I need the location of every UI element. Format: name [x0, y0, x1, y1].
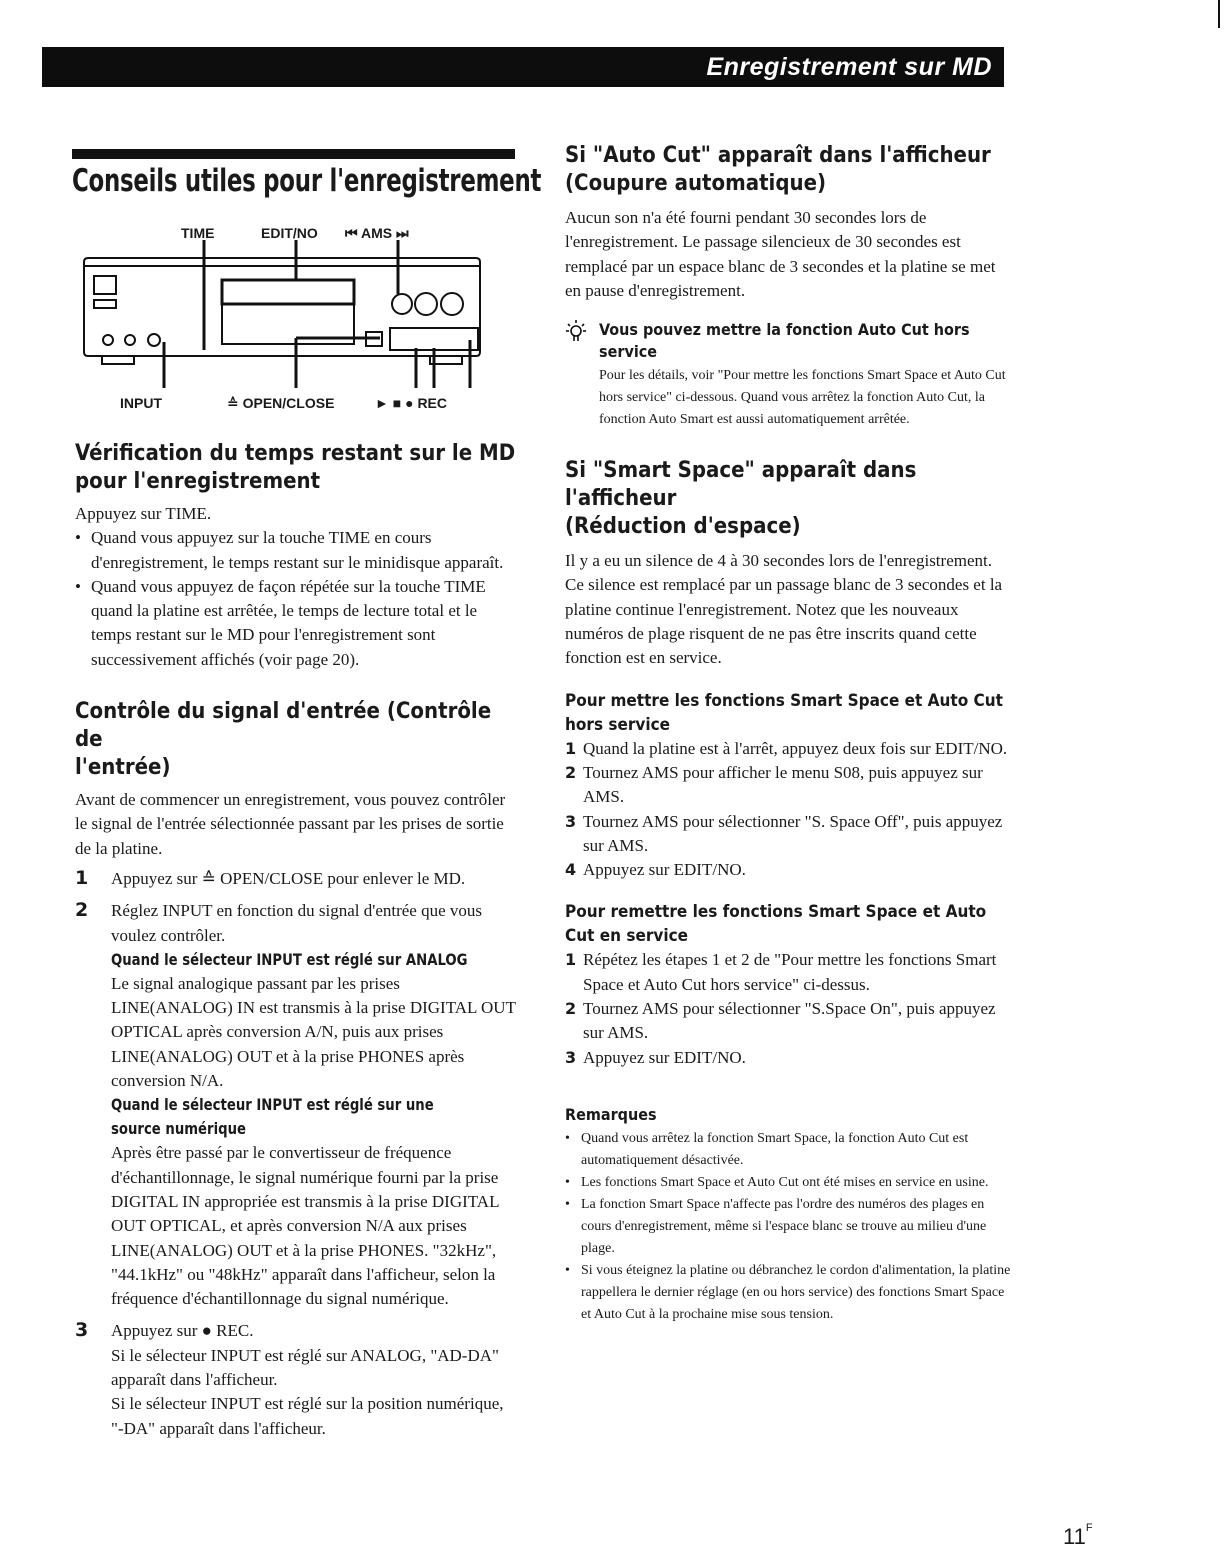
- step-number: 1: [75, 866, 89, 889]
- section-title-remaining-time: [75, 440, 520, 496]
- step-subheading: Quand le sélecteur INPUT est réglé sur une: [111, 1095, 434, 1115]
- list-item-text: Tournez AMS pour sélectionner "S. Space Off", puis appuyez sur AMS.: [583, 811, 1003, 855]
- section-title-smart-space: [565, 457, 1015, 541]
- label-openclose: ≙ OPEN/CLOSE: [227, 395, 335, 411]
- section-auto-cut: [565, 142, 1015, 431]
- step-3: [75, 1319, 520, 1440]
- tip-box: [565, 319, 1015, 431]
- page-title: Conseils utiles pour l'enregistrement: [72, 163, 542, 199]
- label-transport: ► ■ ● REC: [375, 395, 447, 411]
- note-item: • Si vous éteignez la platine ou débranchez le cordon d'alimentation, la platine rappellera le dernier réglage (en ou hors service) des fonctions Smart Space et Auto Cut à la prochaine mise sous tension.: [565, 1260, 1015, 1326]
- step-text: Appuyez sur ● REC.: [111, 1321, 254, 1341]
- list-item-text: Répétez les étapes 1 et 2 de "Pour mettre les fonctions Smart Space et Auto Cut hors service" ci-dessus.: [583, 950, 997, 994]
- label-editno: EDIT/NO: [261, 225, 318, 241]
- paragraph: Appuyez sur TIME.: [75, 504, 212, 523]
- list-item-text: Appuyez sur EDIT/NO.: [583, 1047, 746, 1067]
- step-number: 3: [75, 1319, 89, 1342]
- paragraph: Aucun son n'a été fourni pendant 30 secondes lors de l'enregistrement. Le passage silencieux de 30 secondes est remplacé par un espace blanc de 3 secondes et la platine se met en pause d'enregistrement.: [565, 208, 996, 300]
- section-title-line: Si "Smart Space" apparaît dans l'afficheur: [565, 458, 917, 512]
- numbered-list: [565, 948, 1015, 1069]
- left-column: [75, 440, 520, 1441]
- section-turn-on: [565, 900, 1015, 1069]
- list-item: 1 Répétez les étapes 1 et 2 de "Pour mettre les fonctions Smart Space et Auto Cut hors service" ci-dessus.: [565, 950, 997, 994]
- list-item: 1 Quand la platine est à l'arrêt, appuyez deux fois sur EDIT/NO.: [565, 738, 1008, 758]
- title-rule: [72, 149, 515, 159]
- section-title-input-monitor: [75, 698, 520, 782]
- step-1: [75, 867, 520, 891]
- list-item: • Quand vous appuyez de façon répétée sur la touche TIME quand la platine est arrêtée, le temps de lecture total et le temps restant sur le MD pour l'enregistrement sont successivement affichés (voir page 20).: [75, 575, 520, 672]
- section-title-auto-cut: [565, 142, 1015, 198]
- label-input: INPUT: [120, 395, 162, 411]
- step-text: Appuyez sur ≙ OPEN/CLOSE pour enlever le MD.: [111, 868, 466, 888]
- list-item: 4 Appuyez sur EDIT/NO.: [565, 860, 746, 880]
- step-number: 2: [75, 899, 89, 922]
- section-title-line: l'entrée): [75, 755, 171, 781]
- list-item: 2 Tournez AMS pour sélectionner "S.Space On", puis appuyez sur AMS.: [565, 999, 996, 1043]
- list-item: • Quand vous appuyez sur la touche TIME en cours d'enregistrement, le temps restant sur le minidisque apparaît.: [75, 526, 520, 575]
- subsection-title: Pour mettre les fonctions Smart Space et Auto Cut hors service: [565, 690, 1003, 735]
- list-item: 3 Tournez AMS pour sélectionner "S. Space Off", puis appuyez sur AMS.: [565, 811, 1003, 855]
- paragraph: Avant de commencer un enregistrement, vous pouvez contrôler le signal de l'entrée sélectionnée passant par les prises de sortie de la platine.: [75, 790, 506, 858]
- step-paragraph: Si le sélecteur INPUT est réglé sur ANALOG, "AD-DA" apparaît dans l'afficheur.: [111, 1345, 499, 1390]
- list-item-text: Quand la platine est à l'arrêt, appuyez deux fois sur EDIT/NO.: [583, 738, 1008, 758]
- label-time: TIME: [181, 225, 215, 241]
- section-smart-space: [565, 457, 1015, 670]
- step-paragraph: Le signal analogique passant par les prises LINE(ANALOG) IN est transmis à la prise DIGITAL OUT OPTICAL après conversion A/N, puis aux prises LINE(ANALOG) OUT et à la prise PHONES après conversion N/A.: [111, 973, 516, 1091]
- page-number: [1063, 1524, 1093, 1550]
- step-paragraph: Si le sélecteur INPUT est réglé sur la position numérique, "-DA" apparaît dans l'afficheur.: [111, 1394, 504, 1438]
- step-subheading: Quand le sélecteur INPUT est réglé sur ANALOG: [111, 949, 468, 969]
- section-title-line: Contrôle du signal d'entrée (Contrôle de: [75, 699, 492, 753]
- section-title-line: pour l'enregistrement: [75, 469, 321, 494]
- numbered-list: [565, 737, 1015, 883]
- paragraph: Il y a eu un silence de 4 à 30 secondes lors de l'enregistrement. Ce silence est remplacé par un passage blanc de 3 secondes et la platine continue l'enregistrement. Notez que les nouveaux numéros de plage risquent de ne pas être inscrits quand cette fonction est en service.: [565, 551, 1003, 668]
- section-title-line: Si "Auto Cut" apparaît dans l'afficheur: [565, 143, 991, 168]
- note-item: • La fonction Smart Space n'affecte pas l'ordre des numéros des plages en cours d'enregistrement, même si l'espace blanc se trouve au milieu d'une plage.: [565, 1194, 1015, 1260]
- section-title: Enregistrement sur MD: [706, 53, 992, 81]
- list-item: 2 Tournez AMS pour afficher le menu S08, puis appuyez sur AMS.: [565, 762, 983, 807]
- section-header-bar: [42, 47, 1004, 87]
- right-column: [565, 142, 1015, 1326]
- label-ams: ⏮ AMS ⏭: [345, 225, 409, 241]
- md-deck-illustration: [80, 240, 500, 388]
- notes-list: [565, 1128, 1015, 1326]
- section-title-line: (Réduction d'espace): [565, 514, 801, 540]
- tip-title: Vous pouvez mettre la fonction Auto Cut hors service: [599, 320, 970, 362]
- section-turn-off: [565, 689, 1015, 883]
- section-title-line: Vérification du temps restant sur le MD: [75, 441, 516, 466]
- lightbulb-icon: [565, 319, 587, 350]
- section-title-line: (Coupure automatique): [565, 171, 827, 196]
- list-item: 3 Appuyez sur EDIT/NO.: [565, 1047, 746, 1067]
- tip-body: Pour les détails, voir "Pour mettre les fonctions Smart Space et Auto Cut hors service" ci-dessous. Quand vous arrêtez la fonction Auto Cut, la fonction Auto Smart est aussi automatiquement arrêtée.: [599, 368, 1006, 428]
- step-paragraph: Après être passé par le convertisseur de fréquence d'échantillonnage, le signal numérique fourni par la prise DIGITAL IN appropriée est transmis à la prise DIGITAL OUT OPTICAL, et après conversion N/A aux prises LINE(ANALOG) OUT et à la prise PHONES. "32kHz", "44.1kHz" ou "48kHz" apparaît dans l'afficheur, selon la fréquence d'échantillonnage du signal numérique.: [111, 1143, 499, 1309]
- subsection-title: Pour remettre les fonctions Smart Space et Auto Cut en service: [565, 902, 987, 947]
- step-2: [75, 899, 520, 1311]
- step-subheading: source numérique: [111, 1119, 246, 1139]
- page-edge-line: [1218, 0, 1220, 28]
- list-item-text: Tournez AMS pour sélectionner "S.Space On", puis appuyez sur AMS.: [583, 999, 996, 1043]
- step-text: Réglez INPUT en fonction du signal d'entrée que vous voulez contrôler.: [111, 901, 482, 945]
- section-input-monitor: [75, 698, 520, 1441]
- note-item: • Quand vous arrêtez la fonction Smart Space, la fonction Auto Cut est automatiquement désactivée.: [565, 1128, 1015, 1172]
- list-item-text: Tournez AMS pour afficher le menu S08, puis appuyez sur AMS.: [583, 762, 983, 807]
- bullet-list: [75, 526, 520, 672]
- note-item: • Les fonctions Smart Space et Auto Cut ont été mises en service en usine.: [565, 1172, 1015, 1194]
- notes-title: Remarques: [565, 1104, 657, 1124]
- list-item-text: Appuyez sur EDIT/NO.: [583, 860, 746, 880]
- page-number-value: 11: [1063, 1524, 1086, 1549]
- section-remaining-time: [75, 440, 520, 672]
- page-number-suffix: F: [1085, 1522, 1093, 1534]
- section-notes: [565, 1104, 1015, 1326]
